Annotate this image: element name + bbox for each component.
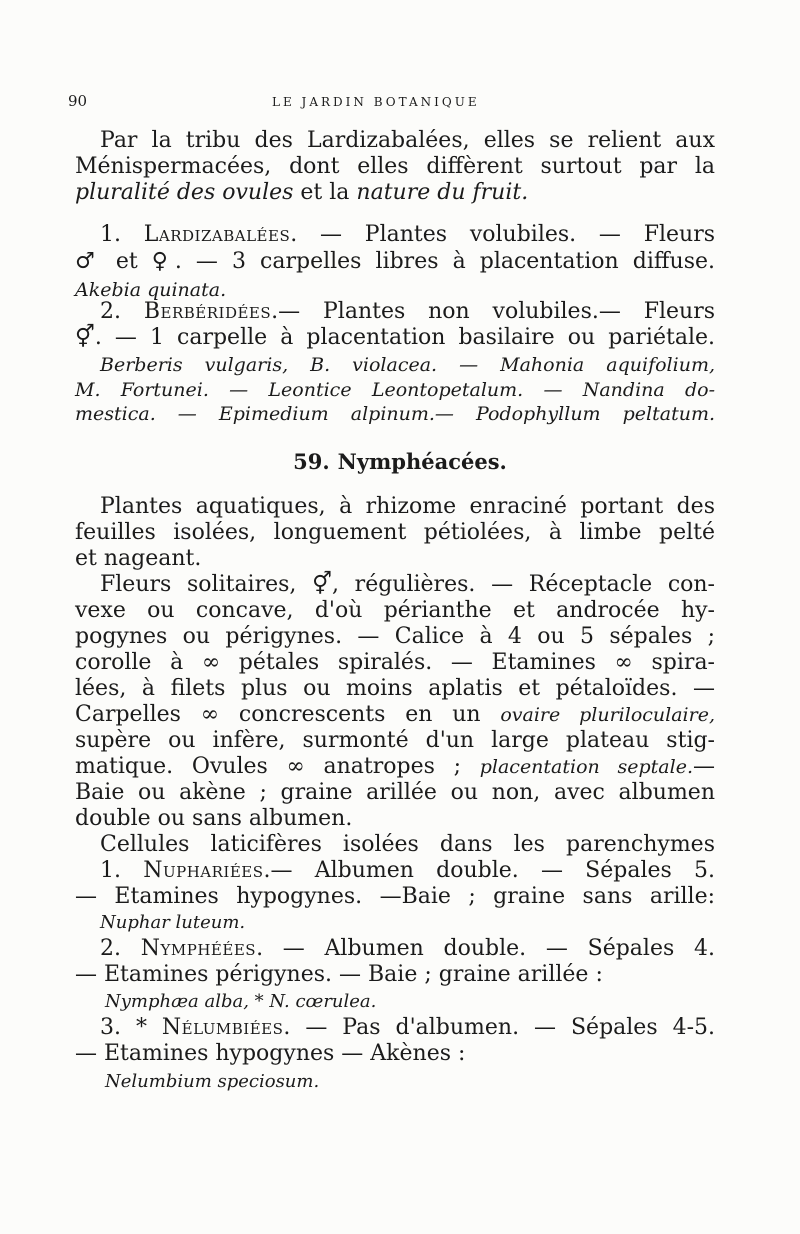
text-line — [75, 299, 715, 325]
text-span: . — Pas d'albumen. — Sépales 4-5. — [283, 1015, 715, 1040]
text-line — [75, 180, 715, 206]
italic-text: Nymphæa alba, — [105, 991, 249, 1012]
text-span: . — Plantes volubiles. — Fleurs — [290, 222, 716, 247]
section-number: 59. — [293, 449, 330, 474]
italic-text: pluralité des ovules — [75, 180, 294, 205]
text-line: — Etamines périgynes. — Baie ; graine arillée : — [75, 962, 603, 987]
species-line: Berberis vulgaris, B. violacea. — Mahonia aquifolium, — [100, 354, 715, 376]
text-span: Carpelles ∞ concrescents en un — [75, 702, 501, 727]
italic-text: nature du fruit. — [356, 180, 529, 205]
section-title: Nymphéacées. — [337, 449, 507, 474]
text-line: supère ou infère, surmonté d'un large plateau stig- — [75, 728, 715, 753]
text-line: vexe ou concave, d'où périanthe et androcée hy- — [75, 598, 715, 623]
species-line: Nelumbium speciosum. — [105, 1071, 320, 1092]
italic-text: ovaire pluriloculaire, — [500, 704, 715, 726]
text-line — [75, 702, 715, 728]
tribe-name: Nuphariées — [143, 858, 264, 883]
species-line: mestica. — Epimedium alpinum.— Podophyllum peltatum. — [75, 403, 715, 425]
text-line: Ménispermacées, dont elles diffèrent surtout par la — [75, 154, 715, 179]
text-line: ⚥. — 1 carpelle à placentation basilaire ou pariétale. — [75, 325, 715, 350]
text-span: .— Albumen double. — Sépales 5. — [263, 858, 715, 883]
tribe-number: 2. — [100, 299, 144, 324]
text-line: — Etamines hypogynes — Akènes : — [75, 1041, 466, 1066]
tribe-number: 1. — [100, 858, 144, 883]
species-line: Akebia quinata. — [75, 279, 227, 301]
tribe-number: 3. * — [100, 1015, 162, 1040]
section-heading — [0, 449, 800, 474]
species-line: M. Fortunei. — Leontice Leontopetalum. — Nandina do- — [75, 379, 715, 401]
text-span: .— Plantes non volubiles.— Fleurs — [271, 299, 715, 324]
text-line: Baie ou akène ; graine arillée ou non, avec albumen — [75, 780, 715, 805]
species-line — [75, 989, 715, 1015]
text-line: corolle à ∞ pétales spiralés. — Etamines ∞ spira- — [75, 650, 715, 675]
text-line: Fleurs solitaires, ⚥, régulières. — Réceptacle con- — [100, 572, 715, 597]
page-number: 90 — [68, 92, 88, 110]
text-line: Cellules laticifères isolées dans les parenchymes — [100, 832, 715, 857]
text-line — [75, 222, 715, 248]
text-line — [75, 858, 715, 884]
text-span: — — [693, 754, 715, 779]
text-line: pogynes ou périgynes. — Calice à 4 ou 5 sépales ; — [75, 624, 715, 649]
text-line: double ou sans albumen. — [75, 806, 353, 831]
text-span: * — [248, 991, 270, 1012]
text-span: et la — [293, 180, 357, 205]
tribe-name: Nélumbiées — [161, 1015, 284, 1040]
tribe-number: 2. — [100, 936, 141, 961]
text-line: Plantes aquatiques, à rhizome enraciné portant des — [100, 494, 715, 519]
italic-text: placentation septale. — [479, 756, 693, 778]
text-line — [75, 754, 715, 780]
tribe-name: Lardizabalées — [143, 222, 291, 247]
text-line: — Etamines hypogynes. —Baie ; graine sans arille: — [75, 884, 715, 909]
text-line: lées, à filets plus ou moins aplatis et pétaloïdes. — — [75, 676, 715, 701]
text-line: ♂ et ♀. — 3 carpelles libres à placentation diffuse. — [75, 249, 715, 274]
italic-text: N. cœrulea. — [269, 991, 377, 1012]
text-span: . — Albumen double. — Sépales 4. — [256, 936, 716, 961]
running-title: LE JARDIN BOTANIQUE — [272, 95, 480, 109]
text-line — [75, 936, 715, 962]
text-span: matique. Ovules ∞ anatropes ; — [75, 754, 480, 779]
tribe-name: Nymphéées — [140, 936, 257, 961]
tribe-name: Berbéridées — [143, 299, 272, 324]
text-line — [75, 1015, 715, 1041]
text-line: Par la tribu des Lardizabalées, elles se relient aux — [100, 128, 715, 153]
text-line: et nageant. — [75, 546, 202, 571]
species-line: Nuphar luteum. — [100, 912, 246, 933]
tribe-number: 1. — [100, 222, 144, 247]
text-line: feuilles isolées, longuement pétiolées, à limbe pelté — [75, 520, 715, 545]
